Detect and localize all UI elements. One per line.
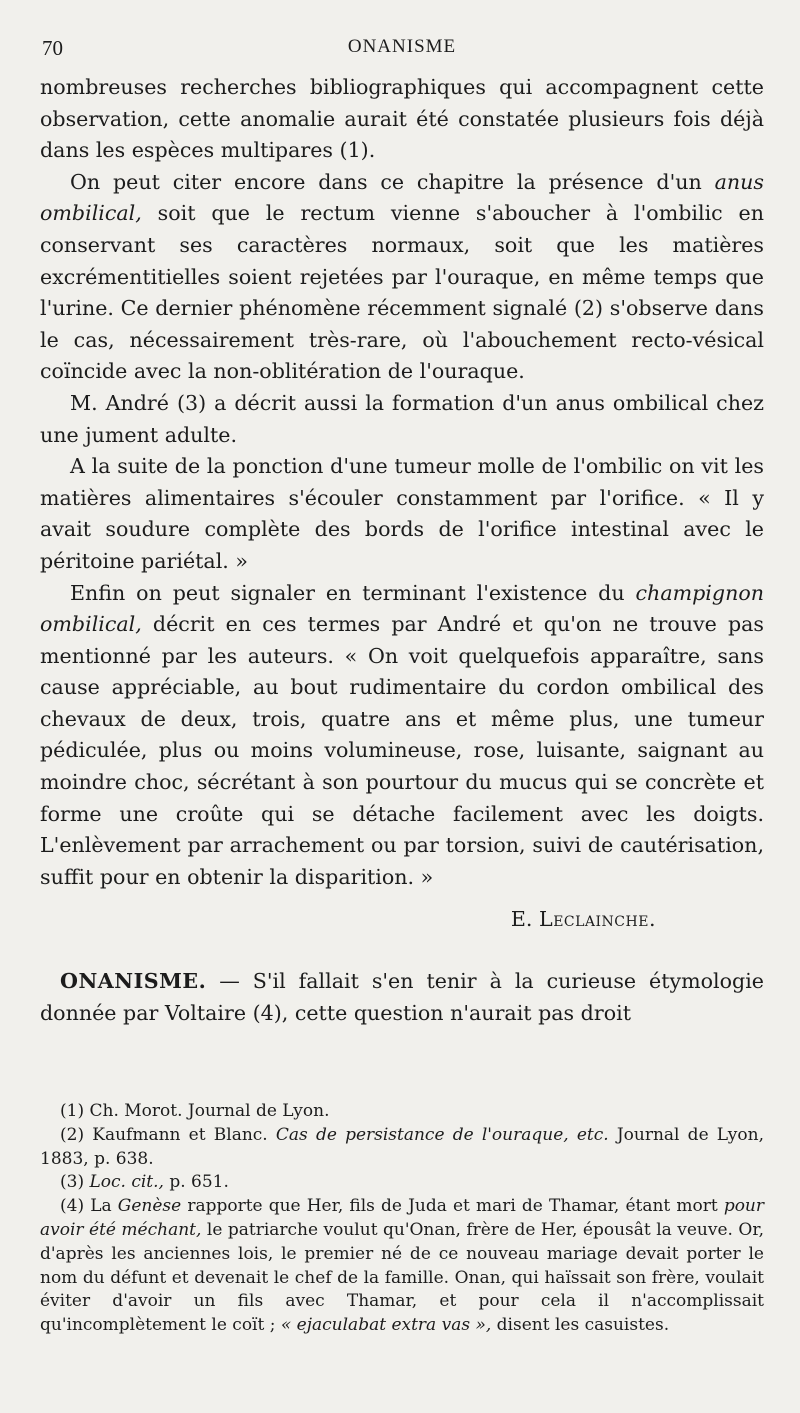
footnote-1: (1) Ch. Morot. Journal de Lyon. (60, 1101, 330, 1121)
continued-paragraph: nombreuses recherches bibliographiques qui accompagnent cette observation, cette anomalie aurait été constatée plusieurs fois déjà dans les espèces multipares (1). (40, 75, 764, 163)
article-onanisme (40, 966, 764, 1029)
italic-term: champignon ombilical, (40, 580, 764, 637)
footnote-4: (4) La Genèse rapporte que Her, fils de Juda et mari de Thamar, étant mort pour avoir été méchant, le patriarche voulut qu'Onan, frère de Her, épousât la veuve. Or, d'après les anciennes lois, le premier né de ce nouveau mariage devait porter le nom du défunt et devenait le chef de la famille. Onan, qui haïssait son frère, voulait éviter d'avoir un fils avec Thamar, et pour cela il n'accomplissait qu'incomplètement le coït ; « ejaculabat extra vas », disent les casuistes. (40, 1196, 765, 1336)
page-header (40, 34, 764, 60)
italic-term: anus ombilical, (40, 169, 764, 226)
author-signature: E. Leclainche. (510, 907, 656, 932)
footnotes (40, 1100, 764, 1338)
paragraph-ponction: A la suite de la ponction d'une tumeur molle de l'ombilic on vit les matières alimentaires s'écouler constamment par l'orifice. « Il y avait soudure complète des bords de l'orifice intestinal avec le péritoine pariétal. » (40, 454, 764, 573)
body-text (40, 72, 764, 1029)
page-number: 70 (42, 36, 63, 60)
footnote-marker: (4) (60, 1196, 85, 1217)
footnote-marker: (1) (60, 1101, 85, 1121)
paragraph-champignon: Enfin on peut signaler en terminant l'existence du champignon ombilical, décrit en ces termes par André et qu'on ne trouve pas mentionné par les auteurs. « On voit quelquefois apparaître, sans cause appréciable, au bout rudimentaire du cordon ombilical des chevaux de deux, trois, quatre ans et même plus, une tumeur pédiculée, plus ou moins volumineuse, rose, luisante, saignant au moindre choc, sécrétant à son pourtour du mucus qui se concrète et forme une croûte qui se détache facilement avec les doigts. L'enlèvement par arrachement ou par torsion, suivi de cautérisation, suffit pour en obtenir la disparition. » (40, 580, 764, 889)
headword: ONANISME. (60, 969, 207, 994)
paragraph-anus-ombilical: On peut citer encore dans ce chapitre la présence d'un anus ombilical, soit que le rectum vienne s'aboucher à l'ombilic en conservant ses caractères normaux, soit que les matières excrémentitielles soient rejetées par l'ouraque, en même temps que l'urine. Ce dernier phénomène récemment signalé (2) s'observe dans le cas, nécessairement très-rare, où l'abouchement recto-vésical coïncide avec la non-oblitération de l'ouraque. (40, 169, 764, 384)
footnote-2: (2) Kaufmann et Blanc. Cas de persistance de l'ouraque, etc. Journal de Lyon, 1883, p. 638. (40, 1124, 764, 1169)
footnote-marker: (2) (60, 1124, 85, 1145)
footnote-marker: (3) (60, 1172, 85, 1193)
paragraph-andre: M. André (3) a décrit aussi la formation d'un anus ombilical chez une jument adulte. (40, 390, 764, 447)
article-opening: ONANISME. — S'il fallait s'en tenir à la curieuse étymologie donnée par Voltaire (4), cette question n'aurait pas droit (40, 969, 764, 1025)
footnote-3: (3) Loc. cit., p. 651. (60, 1172, 229, 1193)
running-head: ONANISME (347, 36, 457, 57)
author-name: Leclainche. (539, 907, 656, 932)
